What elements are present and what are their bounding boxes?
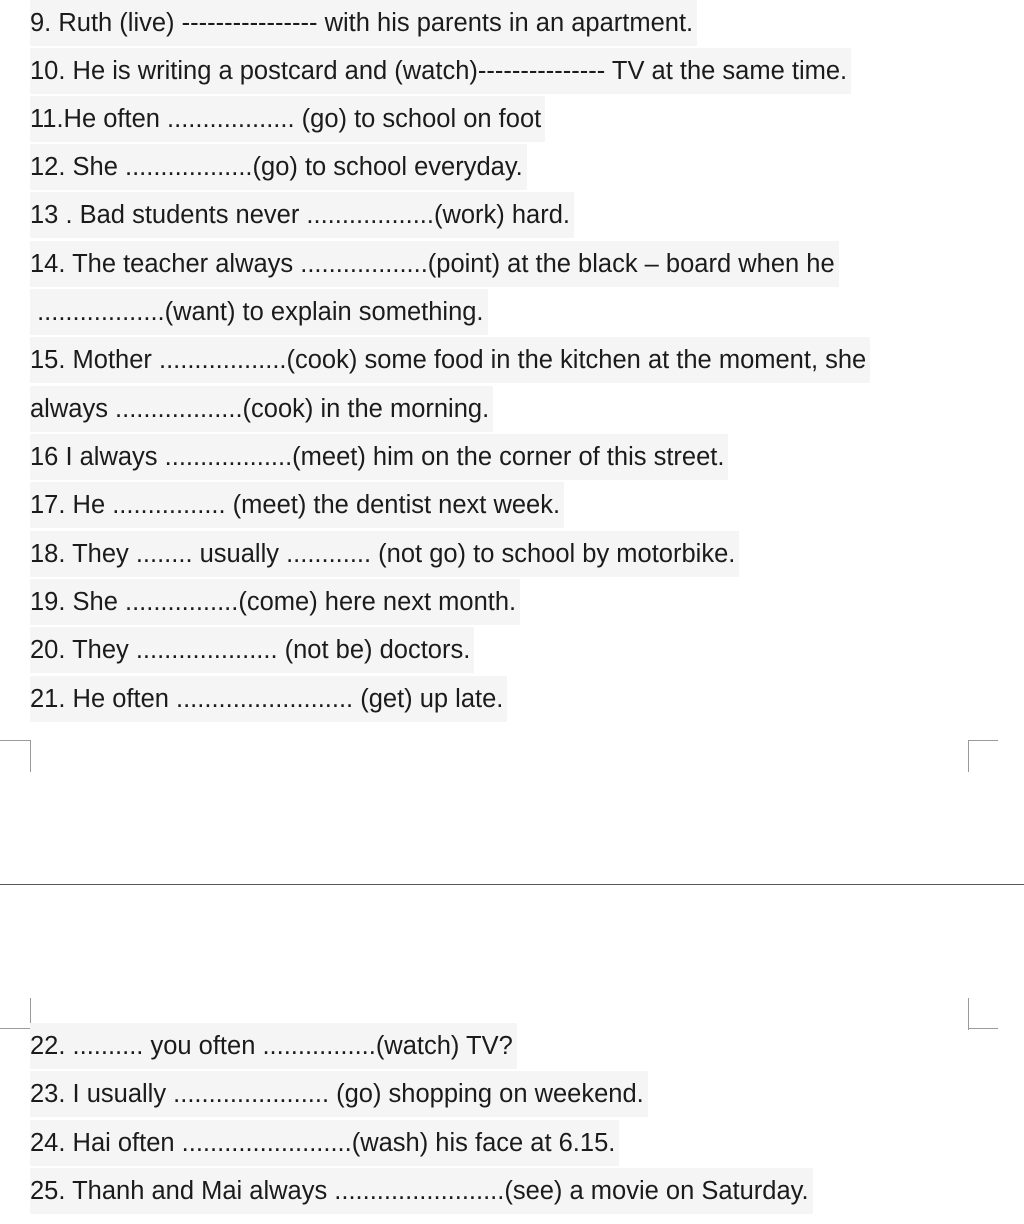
exercise-line-22: 22. .......... you often ................(watch) TV? xyxy=(30,1023,517,1069)
exercise-line-21: 21. He often ......................... (get) up late. xyxy=(30,676,507,722)
exercise-line-9: 9. Ruth (live) ---------------- with his parents in an apartment. xyxy=(30,0,697,46)
exercise-line-20: 20. They .................... (not be) doctors. xyxy=(30,627,474,673)
exercise-line-24: 24. Hai often ........................(wash) his face at 6.15. xyxy=(30,1120,619,1166)
exercise-line-14: 14. The teacher always ..................(point) at the black – board when he xyxy=(30,241,839,287)
exercise-line-14-continued: ..................(want) to explain something. xyxy=(30,289,488,335)
exercise-line-19: 19. She ................(come) here next month. xyxy=(30,579,520,625)
exercise-line-11: 11.He often .................. (go) to school on foot xyxy=(30,96,545,142)
exercise-line-17: 17. He ................ (meet) the dentist next week. xyxy=(30,482,564,528)
page-break-divider xyxy=(0,884,1024,885)
exercise-line-10: 10. He is writing a postcard and (watch)--------------- TV at the same time. xyxy=(30,48,851,94)
exercise-line-13: 13 . Bad students never ..................(work) hard. xyxy=(30,192,574,238)
exercise-line-23: 23. I usually ...................... (go) shopping on weekend. xyxy=(30,1071,648,1117)
exercise-line-15: 15. Mother ..................(cook) some food in the kitchen at the moment, she xyxy=(30,337,870,383)
exercise-line-15-continued: always ..................(cook) in the morning. xyxy=(30,386,493,432)
exercise-line-18: 18. They ........ usually ............ (not go) to school by motorbike. xyxy=(30,531,739,577)
exercise-line-16: 16 I always ..................(meet) him on the corner of this street. xyxy=(30,434,728,480)
exercise-line-25: 25. Thanh and Mai always ........................(see) a movie on Saturday. xyxy=(30,1168,813,1214)
exercise-line-12: 12. She ..................(go) to school everyday. xyxy=(30,144,527,190)
